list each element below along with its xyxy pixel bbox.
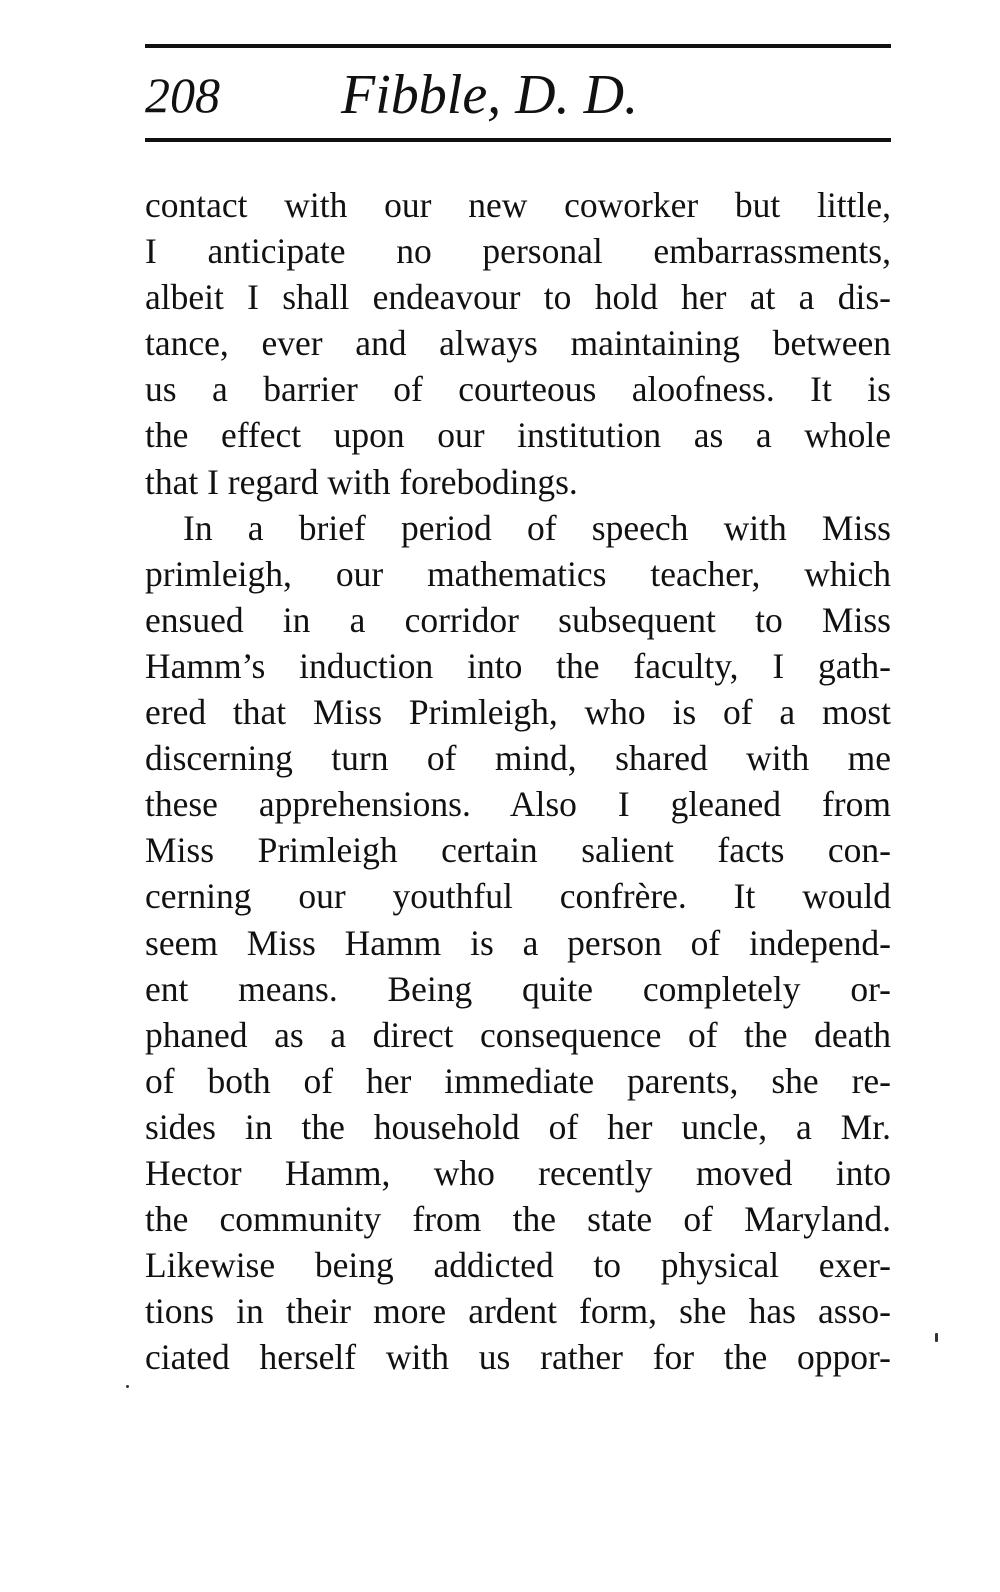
text-line: Miss Primleigh certain salient facts con- xyxy=(145,830,891,871)
text-line: the effect upon our institution as a whole xyxy=(145,415,891,456)
scan-speck xyxy=(126,1385,129,1388)
text-line: ensued in a corridor subsequent to Miss xyxy=(145,599,891,640)
body-text xyxy=(145,182,891,1380)
text-line: Hector Hamm, who recently moved into xyxy=(145,1152,891,1193)
running-title: Fibble, D. D. xyxy=(341,64,639,126)
text-line: the community from the state of Maryland. xyxy=(145,1199,891,1240)
header-top-rule xyxy=(145,44,891,48)
running-head xyxy=(145,62,891,128)
text-line: tions in their more ardent form, she has asso- xyxy=(145,1291,891,1332)
text-line: phaned as a direct consequence of the death xyxy=(145,1014,891,1055)
text-line: contact with our new coworker but little, xyxy=(145,185,891,225)
text-line: albeit I shall endeavour to hold her at a dis- xyxy=(145,277,891,318)
text-line: Hamm’s induction into the faculty, I gath- xyxy=(145,645,891,686)
text-line: I anticipate no personal embarrassments, xyxy=(145,231,891,272)
text-line: tance, ever and always maintaining between xyxy=(145,323,891,364)
text-line: cerning our youthful confrère. It would xyxy=(145,876,891,917)
text-line: ciated herself with us rather for the oppor- xyxy=(145,1337,891,1378)
text-line: Likewise being addicted to physical exer- xyxy=(145,1245,891,1286)
paragraph-1 xyxy=(145,182,891,505)
text-line: sides in the household of her uncle, a Mr. xyxy=(145,1106,891,1147)
text-line: of both of her immediate parents, she re- xyxy=(145,1060,891,1101)
text-line: In a brief period of speech with Miss xyxy=(183,507,891,548)
text-line: these apprehensions. Also I gleaned from xyxy=(145,784,891,825)
scan-speck xyxy=(935,1333,938,1342)
text-line: primleigh, our mathematics teacher, which xyxy=(145,553,891,594)
text-line: seem Miss Hamm is a person of independ- xyxy=(145,922,891,963)
header-bottom-rule xyxy=(145,138,891,142)
text-line: ent means. Being quite completely or- xyxy=(145,968,891,1009)
paragraph-2 xyxy=(145,505,891,1381)
text-line: ered that Miss Primleigh, who is of a most xyxy=(145,692,891,733)
text-line: that I regard with forebodings. xyxy=(145,461,578,502)
page-number: 208 xyxy=(145,67,220,123)
text-line: us a barrier of courteous aloofness. It is xyxy=(145,369,891,410)
text-line: discerning turn of mind, shared with me xyxy=(145,738,891,779)
